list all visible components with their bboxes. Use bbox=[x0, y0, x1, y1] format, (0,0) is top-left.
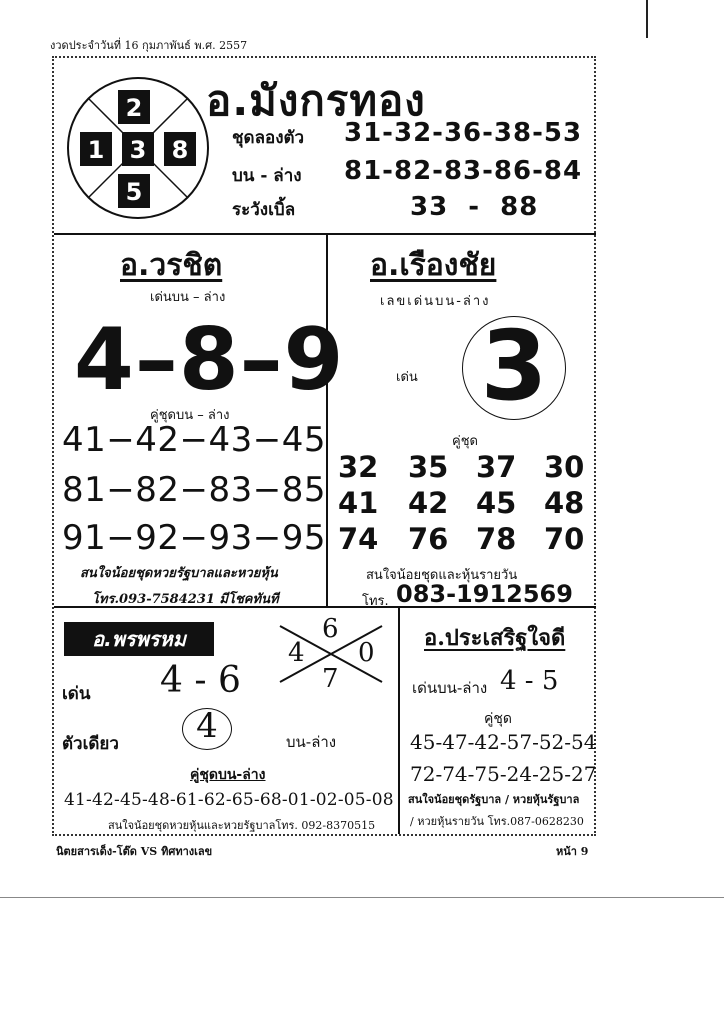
grid-r2-c2: 42 bbox=[408, 486, 449, 520]
grid-r1-c1: 32 bbox=[338, 450, 379, 484]
divider-mid-vertical bbox=[326, 233, 328, 606]
wheel-center-digit: 3 bbox=[129, 136, 147, 164]
single-digit-right-label: บน-ล่าง bbox=[286, 733, 337, 751]
top-row-3-label: ระวังเบิ้ล bbox=[232, 200, 296, 220]
grid-r3-c1: 74 bbox=[338, 522, 379, 556]
grid-r3-c4: 70 bbox=[544, 522, 585, 556]
cross-bottom-digit: 7 bbox=[322, 664, 339, 694]
single-digit-value: 4 bbox=[196, 706, 218, 746]
grid-r3-c3: 78 bbox=[476, 522, 517, 556]
single-digit-label: ตัวเดียว bbox=[62, 734, 119, 754]
bottom-left-pairs-label: คู่ชุดบน-ล่าง bbox=[190, 767, 266, 783]
left-pairs-row-3: 91−92−93−95 bbox=[62, 518, 327, 558]
bottom-left-badge: อ.พรพรหม bbox=[64, 622, 214, 656]
bottom-right-footer-line1: สนใจน้อยชุดรัฐบาล / หวยหุ้นรัฐบาล bbox=[408, 793, 580, 806]
page-bottom-edge bbox=[0, 897, 724, 898]
page-edge-line bbox=[646, 0, 648, 38]
bottom-left-pairs: 41-42-45-48-61-62-65-68-01-02-05-08 bbox=[64, 790, 394, 810]
grid-r3-c2: 76 bbox=[408, 522, 449, 556]
bottom-right-footer-line2: / หวยหุ้นรายวัน โทร.087-0628230 bbox=[410, 815, 584, 828]
bottom-right-pairs-label: คู่ชุด bbox=[484, 711, 512, 727]
right-highlight-number: 3 bbox=[480, 310, 548, 422]
right-section-title: อ.เรืองชัย bbox=[370, 248, 497, 283]
top-section-title: อ.มังกรทอง bbox=[206, 76, 426, 125]
bottom-right-pairs-row-1: 45-47-42-57-52-54 bbox=[410, 730, 597, 754]
divider-bottom-vertical bbox=[398, 606, 400, 834]
wheel-right-digit: 8 bbox=[171, 136, 189, 164]
left-pairs-row-1: 41−42−43−45 bbox=[62, 420, 327, 460]
wheel-top-digit: 2 bbox=[125, 94, 143, 122]
cross-right-digit: 0 bbox=[358, 638, 375, 668]
right-footer-prefix: โทร. bbox=[362, 594, 389, 609]
grid-r2-c4: 48 bbox=[544, 486, 585, 520]
wheel-left-digit: 1 bbox=[87, 136, 105, 164]
bottom-left-highlight-value: 4 - 6 bbox=[160, 660, 241, 701]
left-pairs-row-2: 81−82−83−85 bbox=[62, 470, 327, 510]
left-main-number: 4–8–9 bbox=[74, 310, 345, 410]
cross-top-digit: 6 bbox=[322, 614, 339, 644]
right-footer-phone: 083-1912569 bbox=[396, 580, 573, 608]
page-footer-right: หน้า 9 bbox=[556, 845, 589, 858]
left-footer-line1: สนใจน้อยชุดหวยรัฐบาลและหวยหุ้น bbox=[80, 566, 278, 581]
right-highlight-label: เด่น bbox=[396, 370, 418, 385]
bottom-right-pairs-row-2: 72-74-75-24-25-27 bbox=[410, 762, 597, 786]
bottom-right-highlight-label: เด่นบน-ล่าง bbox=[412, 679, 488, 697]
grid-r2-c3: 45 bbox=[476, 486, 517, 520]
bottom-left-footer: สนใจน้อยชุดหวยหุ้นและหวยรัฐบาลโทร. 092-8370515 bbox=[108, 819, 376, 832]
top-row-1-label: ชุดลองตัว bbox=[232, 128, 305, 148]
grid-r1-c3: 37 bbox=[476, 450, 517, 484]
bottom-right-title: อ.ประเสริฐใจดี bbox=[424, 625, 566, 651]
issue-date: งวดประจำวันที่ 16 กุมภาพันธ์ พ.ศ. 2557 bbox=[50, 39, 248, 52]
left-footer-line2: โทร.093-7584231 มีโชคทันที bbox=[92, 592, 279, 607]
top-row-2-value: 81-82-83-86-84 bbox=[344, 156, 583, 186]
left-section-title: อ.วรชิต bbox=[120, 248, 223, 283]
top-row-2-label: บน - ล่าง bbox=[232, 166, 302, 186]
right-section-subtitle: เลขเด่นบน-ล่าง bbox=[380, 294, 491, 309]
right-pairs-label: คู่ชุด bbox=[452, 434, 478, 449]
wheel-bottom-digit: 5 bbox=[125, 178, 143, 206]
left-section-subtitle: เด่นบน – ล่าง bbox=[150, 290, 226, 305]
grid-r2-c1: 41 bbox=[338, 486, 379, 520]
top-row-3-value: 33 - 88 bbox=[410, 192, 539, 222]
cross-left-digit: 4 bbox=[288, 638, 305, 668]
left-pairs-label: คู่ชุดบน – ล่าง bbox=[150, 408, 230, 423]
divider-top bbox=[54, 233, 596, 235]
right-footer-line1: สนใจน้อยชุดและหุ้นรายวัน bbox=[366, 568, 518, 583]
grid-r1-c4: 30 bbox=[544, 450, 585, 484]
top-row-1-value: 31-32-36-38-53 bbox=[344, 118, 583, 148]
bottom-right-highlight-value: 4 - 5 bbox=[500, 666, 559, 696]
page-footer-left: นิตยสารเด็ง-โต๊ด VS ทิศทางเลข bbox=[56, 845, 213, 858]
grid-r1-c2: 35 bbox=[408, 450, 449, 484]
bottom-left-highlight-label: เด่น bbox=[62, 684, 91, 704]
